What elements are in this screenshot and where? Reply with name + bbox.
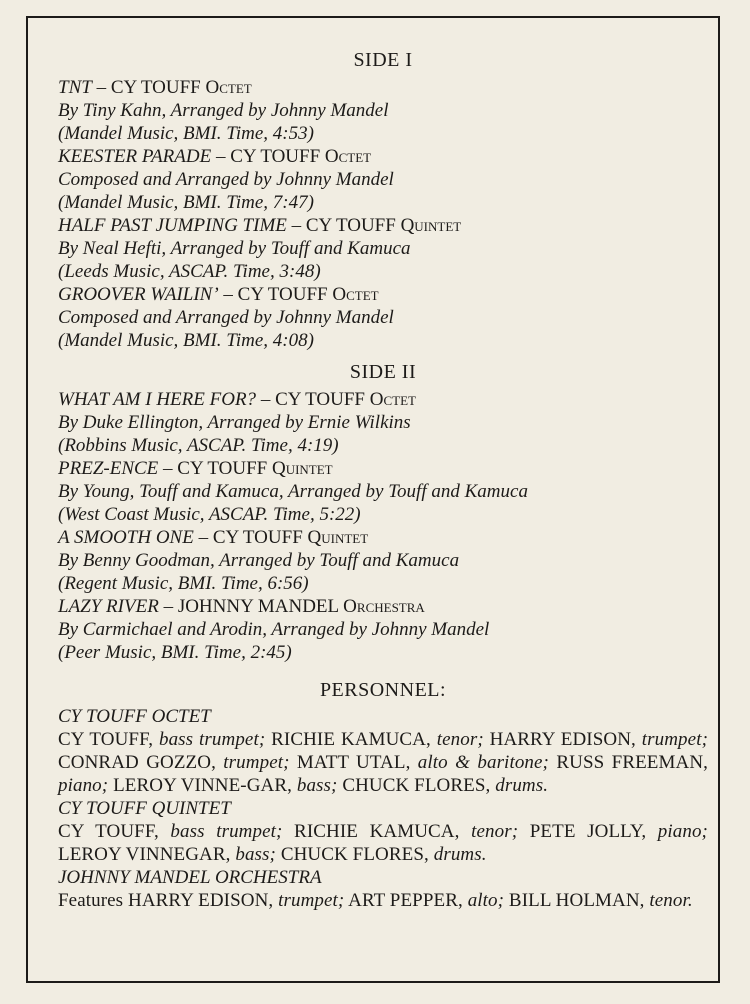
track-credit: By Duke Ellington, Arranged by Ernie Wilkins <box>58 412 411 433</box>
personnel-heading: PERSONNEL: <box>319 679 447 701</box>
track-entry <box>58 526 708 595</box>
member-name: LEROY VINNEGAR, <box>58 844 236 865</box>
track-artist: CY TOUFF <box>305 215 396 236</box>
side-1-heading: SIDE I <box>353 49 413 71</box>
member-name: RICHIE KAMUCA, <box>265 729 437 750</box>
track-entry <box>58 595 708 664</box>
track-title-line <box>58 145 708 168</box>
track-credit: By Young, Touff and Kamuca, Arranged by Touff and Kamuca <box>58 481 528 502</box>
track-entry <box>58 283 708 352</box>
member-instrument: piano; <box>657 821 708 842</box>
track-title-line <box>58 283 708 306</box>
track-publisher: (Robbins Music, ASCAP. Time, 4:19) <box>58 435 339 456</box>
member-name: RICHIE KAMUCA, <box>282 821 472 842</box>
track-dash: – <box>286 215 306 236</box>
track-credit: Composed and Arranged by Johnny Mandel <box>58 169 394 190</box>
track-entry <box>58 388 708 457</box>
personnel-group <box>58 866 708 912</box>
member-name: CY TOUFF, <box>58 821 171 842</box>
track-title: PREZ-ENCE <box>58 458 159 479</box>
member-instrument: trumpet; <box>223 752 290 773</box>
member-name: PETE JOLLY, <box>518 821 658 842</box>
member-instrument: drums. <box>495 775 549 796</box>
track-artist: CY TOUFF <box>275 389 365 410</box>
track-artist: CY TOUFF <box>237 284 328 305</box>
track-title-line <box>58 76 708 99</box>
member-instrument: bass; <box>296 775 338 796</box>
track-ensemble: Quintet <box>400 215 462 236</box>
track-title-line <box>58 214 708 237</box>
group-name: CY TOUFF QUINTET <box>58 798 231 819</box>
track-publisher: (Mandel Music, BMI. Time, 7:47) <box>58 192 314 213</box>
liner-notes <box>58 48 708 912</box>
member-name: RUSS FREEMAN, <box>548 752 708 773</box>
track-publisher: (Mandel Music, BMI. Time, 4:08) <box>58 330 314 351</box>
track-ensemble: Quintet <box>271 458 333 479</box>
track-credit: By Benny Goodman, Arranged by Touff and Kamuca <box>58 550 460 571</box>
track-dash: – <box>158 596 178 617</box>
track-publisher: (Leeds Music, ASCAP. Time, 3:48) <box>58 261 321 282</box>
track-entry <box>58 76 708 145</box>
member-name: ART PEPPER, <box>344 890 468 911</box>
track-title-line <box>58 457 708 480</box>
track-title: A SMOOTH ONE <box>58 527 194 548</box>
member-instrument: trumpet; <box>641 729 708 750</box>
track-ensemble: Octet <box>369 389 416 410</box>
track-ensemble: Octet <box>324 146 372 167</box>
track-dash: – <box>193 527 213 548</box>
side-2-heading: SIDE II <box>349 361 417 383</box>
track-publisher: (Peer Music, BMI. Time, 2:45) <box>58 642 292 663</box>
track-entry <box>58 145 708 214</box>
personnel-list <box>58 705 708 912</box>
member-instrument: tenor. <box>649 890 693 911</box>
member-instrument: bass; <box>235 844 276 865</box>
member-instrument: tenor; <box>436 729 484 750</box>
track-entry <box>58 457 708 526</box>
group-members <box>58 728 708 797</box>
track-title: KEESTER PARADE <box>58 146 212 167</box>
track-title: HALF PAST JUMPING TIME <box>58 215 287 236</box>
member-instrument: alto & baritone; <box>417 752 549 773</box>
track-artist: CY TOUFF <box>212 527 303 548</box>
member-name: CY TOUFF, <box>58 729 159 750</box>
track-title-line <box>58 595 708 618</box>
track-artist: CY TOUFF <box>177 458 268 479</box>
member-instrument: alto; <box>467 890 505 911</box>
personnel-group <box>58 705 708 797</box>
track-publisher: (Mandel Music, BMI. Time, 4:53) <box>58 123 314 144</box>
track-artist: CY TOUFF <box>110 77 201 98</box>
track-publisher: (Regent Music, BMI. Time, 6:56) <box>58 573 309 594</box>
track-dash: – <box>211 146 231 167</box>
member-instrument: piano; <box>58 775 109 796</box>
track-title-line <box>58 388 708 411</box>
member-instrument: trumpet; <box>278 890 345 911</box>
group-members <box>58 820 708 866</box>
member-instrument: drums. <box>433 844 487 865</box>
track-entry <box>58 214 708 283</box>
track-credit: By Neal Hefti, Arranged by Touff and Kamuca <box>58 238 411 259</box>
track-artist: CY TOUFF <box>230 146 321 167</box>
track-credit: By Carmichael and Arodin, Arranged by Johnny Mandel <box>58 619 490 640</box>
member-name: CHUCK FLORES, <box>337 775 496 796</box>
track-title-line <box>58 526 708 549</box>
member-name: CONRAD GOZZO, <box>58 752 224 773</box>
member-name: Features HARRY EDISON, <box>58 890 279 911</box>
track-dash: – <box>158 458 178 479</box>
member-name: MATT UTAL, <box>289 752 418 773</box>
track-credit: Composed and Arranged by Johnny Mandel <box>58 307 394 328</box>
track-title: TNT <box>58 77 92 98</box>
member-instrument: bass trumpet; <box>158 729 266 750</box>
track-ensemble: Quintet <box>307 527 369 548</box>
track-artist: JOHNNY MANDEL <box>177 596 339 617</box>
track-title: WHAT AM I HERE FOR? <box>58 389 257 410</box>
member-instrument: bass trumpet; <box>170 821 283 842</box>
track-title: LAZY RIVER <box>58 596 159 617</box>
track-ensemble: Octet <box>332 284 379 305</box>
track-dash: – <box>256 389 276 410</box>
member-name: LEROY VINNE-GAR, <box>108 775 297 796</box>
group-members <box>58 889 708 912</box>
track-credit: By Tiny Kahn, Arranged by Johnny Mandel <box>58 100 389 121</box>
track-dash: – <box>91 77 111 98</box>
side-1-track-list <box>58 76 708 352</box>
group-name: JOHNNY MANDEL ORCHESTRA <box>58 867 322 888</box>
track-title: GROOVER WAILIN’ <box>58 284 219 305</box>
track-ensemble: Octet <box>205 77 252 98</box>
group-name: CY TOUFF OCTET <box>58 706 211 727</box>
track-ensemble: Orchestra <box>343 596 425 617</box>
member-name: CHUCK FLORES, <box>275 844 434 865</box>
track-dash: – <box>218 284 238 305</box>
member-name: HARRY EDISON, <box>483 729 642 750</box>
track-publisher: (West Coast Music, ASCAP. Time, 5:22) <box>58 504 361 525</box>
side-2-track-list <box>58 388 708 664</box>
member-name: BILL HOLMAN, <box>504 890 650 911</box>
member-instrument: tenor; <box>471 821 519 842</box>
personnel-group <box>58 797 708 866</box>
